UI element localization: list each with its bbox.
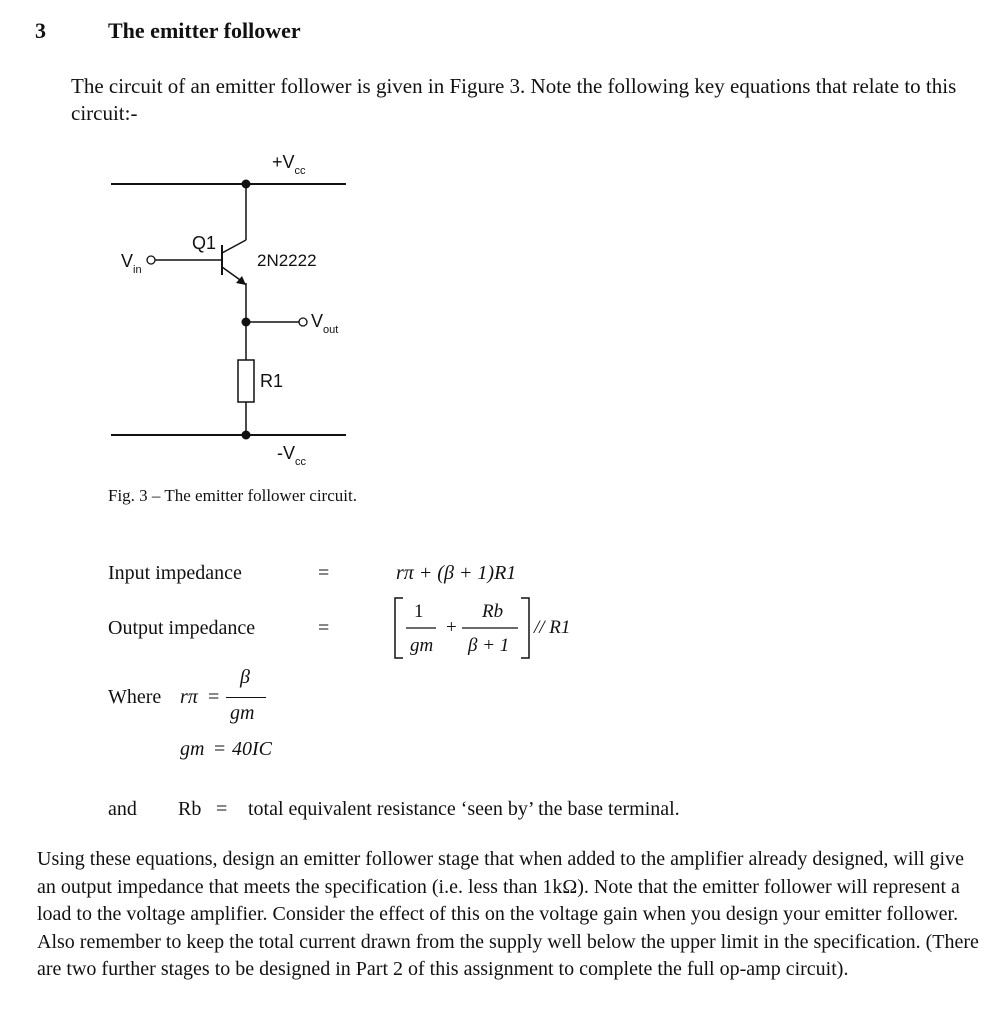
intro-paragraph: The circuit of an emitter follower is given in Figure 3. Note the following key equations that relate to this circuit:-	[71, 74, 957, 125]
output-rb: Rb	[482, 601, 504, 622]
svg-text:Vout	[311, 311, 338, 336]
svg-text:+Vcc	[272, 152, 306, 177]
rpi-denominator: gm	[230, 702, 255, 724]
input-impedance-expression: rπ + (β + 1)R1	[396, 562, 517, 584]
figure-caption: Fig. 3 – The emitter follower circuit.	[108, 486, 357, 505]
rpi-lhs: rπ	[180, 686, 198, 708]
design-instructions-paragraph: Using these equations, design an emitter follower stage that when added to the amplifier already designed, will give an output impedance that meets the specification (i.e. less than 1kΩ). Note that the emitter follower will represent a load to the voltage amplifier. Consider the effect of this on the voltage gain when you design your emitter follower. Also remember to keep the total current drawn from the supply well below the upper limit in the specification. (There are two further stages to be designed in Part 2 of this assignment to complete the full op-amp circuit).	[37, 848, 979, 980]
rb-symbol: Rb	[178, 798, 202, 820]
rpi-equals: =	[208, 686, 220, 708]
svg-text:-Vcc	[277, 443, 307, 468]
vcc-pos-label: +V	[272, 152, 295, 172]
gm-equals: =	[214, 738, 226, 760]
section-title: The emitter follower	[108, 18, 301, 43]
and-label: and	[108, 798, 137, 820]
svg-text:Vin	[121, 251, 142, 276]
where-label: Where	[108, 686, 162, 708]
section-number: 3	[35, 18, 46, 43]
vin-terminal	[147, 256, 155, 264]
rb-definition: total equivalent resistance ‘seen by’ the base terminal.	[248, 798, 680, 820]
vout-sub: out	[323, 324, 339, 336]
resistor-r1	[238, 360, 254, 402]
output-parallel-r1: // R1	[534, 617, 571, 638]
rpi-numerator: β	[240, 666, 250, 688]
vin-label: V	[121, 251, 134, 271]
output-gm: gm	[410, 635, 434, 656]
vcc-pos-sub: cc	[294, 165, 306, 177]
vout-label: V	[311, 311, 324, 331]
rb-equals: =	[216, 798, 228, 820]
transistor-ref-label: Q1	[192, 233, 217, 253]
output-plus: +	[446, 617, 457, 638]
gm-lhs: gm	[180, 738, 205, 760]
gm-rhs: 40IC	[232, 738, 272, 760]
vout-terminal	[299, 318, 307, 326]
vin-sub: in	[133, 264, 142, 276]
output-beta-plus-one: β + 1	[468, 635, 510, 656]
transistor-part-label: 2N2222	[257, 251, 317, 270]
vcc-neg-label: -V	[277, 443, 295, 463]
rpi-fraction-bar	[226, 697, 266, 698]
input-impedance-label: Input impedance	[108, 562, 242, 584]
output-equals: =	[318, 617, 330, 639]
vcc-neg-sub: cc	[295, 456, 306, 468]
input-equals: =	[318, 562, 330, 584]
output-one: 1	[414, 601, 424, 622]
output-impedance-label: Output impedance	[108, 617, 256, 639]
resistor-label: R1	[260, 371, 284, 391]
